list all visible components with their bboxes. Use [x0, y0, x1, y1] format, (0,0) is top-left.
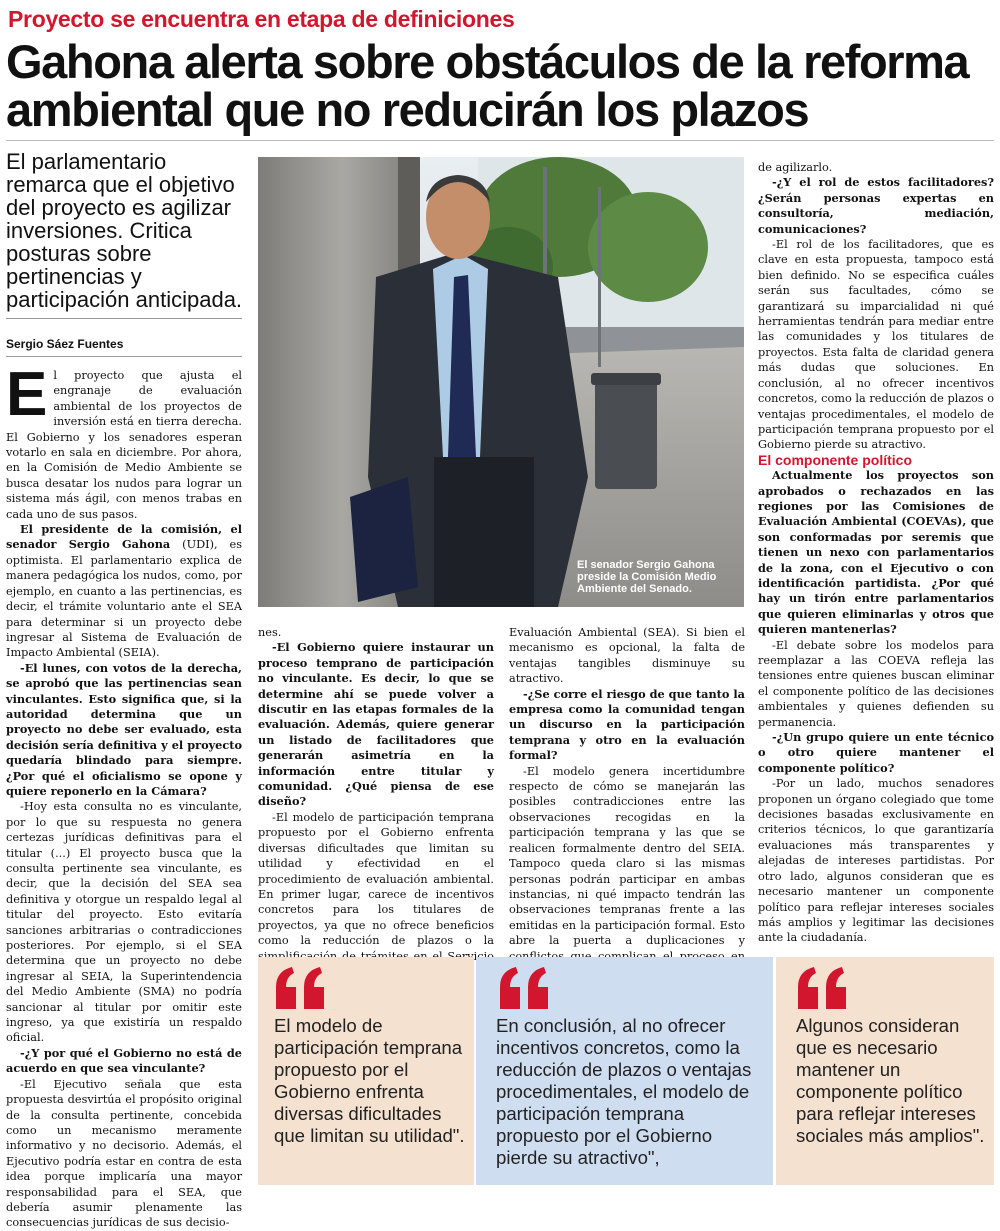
article-photo	[258, 157, 744, 607]
interview-answer: nes.	[258, 626, 282, 639]
pull-quote-2	[476, 957, 773, 1185]
interview-answer: -El Ejecutivo señala que esta propuesta desvirtúa el propósito original de la consulta pertinente, concebida como un mecanismo meramente informativo y no decisorio. Además, el Ejecutivo podría estar en contra de esta idea porque implicaría una mayor responsabilidad para el SEA, que debería asumir plenamente las consecuencias jurídicas de sus decisio-	[6, 1077, 242, 1230]
paragraph-text: l proyecto que ajusta el engranaje de evaluación ambiental de los proyectos de inversión está en tierra derecha. El Gobierno y los senadores esperan votarlo en sala en diciembre. Por ahora, en la Comisión de Medio Ambiente se busca desatar los nudos para lograr un sistema más ágil, con menos trabas en cada uno de sus pasos.	[6, 369, 242, 521]
interview-question: -¿Y el rol de estos facilitadores? ¿Serán personas expertas en consultoría, mediación, comunicaciones?	[758, 175, 994, 236]
quote-mark-icon	[496, 965, 556, 1013]
section-subhead: El componente político	[758, 451, 913, 468]
interview-answer: -Por un lado, muchos senadores proponen un órgano colegiado que tome decisiones basadas exclusivamente en criterios técnicos, lo que garantizaría evaluaciones más transparentes y alejadas de intereses partidistas. Por otro lado, algunos consideran que es necesario mantener un componente político para reflejar intereses sociales más amplios y legitimar las decisiones ante la ciudadanía.	[758, 777, 994, 945]
interview-answer: -El modelo genera incertidumbre respecto de cómo se manejarán las posibles contradicciones entre las observaciones recogidas en la participación temprana y las que se realicen formalmente dentro del SEIA. Tampoco queda claro si las mismas personas podrán participar en ambas instancias, ni qué impacto tendrán las observaciones tempranas frente a las emitidas en la participación formal. Esto abre la puerta a duplicaciones y	[509, 764, 745, 948]
body-column-1	[6, 360, 242, 1230]
interview-question: Actualmente los proyectos son aprobados o rechazados en las regiones por las Comisiones de Evaluación Ambiental (COEVAs), que son conformadas por seremis que tienen un nexo con parlamentarios de la zona, con el Ejecutivo o con identificación partidista. ¿Por qué hay un tirón entre parlamentarios que quieren eliminarlas y otros que quieren mantenerlas?	[758, 468, 994, 637]
photo-illustration	[258, 157, 744, 607]
pull-quote-text: Algunos consideran que es necesario mantener un componente político para reflejar intereses sociales más amplios".	[796, 1015, 985, 1146]
interview-answer: -Hoy esta consulta no es vinculante, por lo que su respuesta no genera certezas jurídicas definitivas para el titular (...) El proyecto busca que la consulta pertinente sea vinculante, es decir, que la decisión del SEA sea definitiva y otorgue un respaldo legal al titular del proyecto. Esto evitaría sanciones arbitrarias o contradicciones posteriores. Por ejemplo, si el SEA determina que un proyecto no debe ingresar al SEIA, la Superintendencia del Medio Ambiente (SMA) no podría sancionar al titular por omitir este ingreso, ya que existiría un respaldo oficial.	[6, 800, 242, 1045]
interview-answer: -El modelo de participación temprana propuesto por el Gobierno enfrenta diversas dificultades que limitan su utilidad y efectividad en el procedimiento de evaluación ambiental. En primer lugar, carece de incentivos concretos para los titulares de proyectos, ya que no ofrece beneficios como la reducción de plazos o la	[258, 810, 494, 948]
body-column-3	[509, 625, 745, 948]
byline: Sergio Sáez Fuentes	[6, 337, 124, 351]
paragraph	[6, 522, 242, 661]
drop-cap: E	[6, 360, 48, 429]
paragraph-bold-lead: El presidente de la comisión, el senador Sergio Gahona	[6, 522, 242, 552]
body-column-4	[758, 160, 994, 945]
paragraph-text: (UDI), es optimista. El parlamentario explica de manera pedagógica los nudos, como, por ejemplo, en cuanto a las pertinencias, es decir, el trámite voluntario ante el SEA para determinar si un proyecto debe ingresar al Sistema de Evaluación de Impacto Ambiental (SEIA).	[6, 538, 242, 660]
interview-answer: Evaluación Ambiental (SEA). Si bien el mecanismo es opcional, la falta de ventajas tangibles disminuye su atractivo.	[509, 626, 745, 686]
pull-quote-text: El modelo de participación temprana propuesto por el Gobierno enfrenta diversas dificultades que limitan su utilidad".	[274, 1015, 465, 1146]
interview-question: -¿Se corre el riesgo de que tanto la empresa como la comunidad tengan un discurso en la participación temprana y otro en la evaluación formal?	[509, 686, 745, 763]
interview-answer: -El debate sobre los modelos para reemplazar a las COEVA refleja las tensiones entre quienes buscan eliminar el componente político de las decisiones ambientales y quienes defienden su permanencia.	[758, 638, 994, 729]
interview-question: -El Gobierno quiere instaurar un proceso temprano de participación no vinculante. Es decir, lo que se determine ahí se puede volver a discutir en las etapas formales de la evaluación. Además, quiere generar un listado de facilitadores que generarán asimetría en la información entre titular y comunidad. ¿Qué piensa de ese diseño?	[258, 640, 494, 809]
divider	[6, 318, 242, 319]
photo-caption: El senador Sergio Gahona preside la Comisión Medio Ambiente del Senado.	[577, 559, 717, 595]
body-column-2	[258, 625, 494, 948]
interview-answer: de agilizarlo.	[758, 161, 833, 174]
interview-question: -¿Un grupo quiere un ente técnico o otro quiere mantener el componente político?	[758, 730, 994, 775]
pull-quote-3	[776, 957, 994, 1185]
interview-answer: -El rol de los facilitadores, que es clave en esta propuesta, tampoco está bien definido. No se especifica cuáles serán sus facultades, cómo se garantizará su imparcialidad ni qué herramientas tendrán para mediar entre las comunidades y los titulares de proyectos. Esta falta de claridad genera más dudas que soluciones. En conclusión, al no ofrecer incentivos concretos, como la reducción de plazos o ventajas procedimentales, el modelo de participación temprana propuesto por el Gobierno pierde su atractivo.	[758, 238, 994, 452]
pull-quote-text: En conclusión, al no ofrecer incentivos concretos, como la reducción de plazos o ventajas procedimentales, el modelo de participación temprana propuesto por el Gobierno pierde su atractivo",	[496, 1015, 752, 1168]
article-lead: El parlamentario remarca que el objetivo del proyecto es agilizar inversiones. Critica posturas sobre pertinencias y participación anticipada.	[6, 149, 243, 312]
paragraph	[6, 360, 242, 522]
quote-mark-icon	[272, 965, 332, 1013]
pull-quote-1	[258, 957, 474, 1185]
article-kicker: Proyecto se encuentra en etapa de definiciones	[8, 6, 515, 32]
divider	[6, 140, 994, 141]
interview-question: -El lunes, con votos de la derecha, se aprobó que las pertinencias sean vinculantes. Esto significa que, si la autoridad determina que un proyecto no debe ser evaluado, esta decisión sería definitiva y el proyecto quedaría blindado para siempre. ¿Por qué el oficialismo se opone y quiere reponerlo en la Cámara?	[6, 660, 242, 798]
quote-mark-icon	[794, 965, 854, 1013]
interview-question: -¿Y por qué el Gobierno no está de acuerdo en que sea vinculante?	[6, 1045, 242, 1076]
article-headline: Gahona alerta sobre obstáculos de la reforma ambiental que no reducirán los plazos	[6, 35, 969, 136]
divider	[6, 356, 242, 357]
